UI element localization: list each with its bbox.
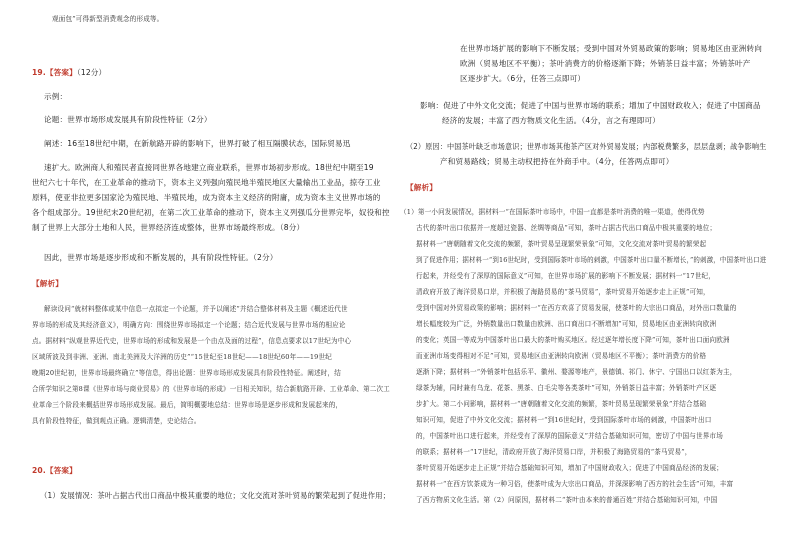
analysis-line: 晚期20世纪初，世界市场最终确立”等信息，得出论题：世界市场形成发展具有阶段性特征。阐述时，结 [32,369,341,377]
analysis-line: 解读设问“就材料整体或某中信息一点拟定一个论题，并予以阐述”并结合整体材料及主题《概述近代世 [44,305,348,313]
analysis-tag: 【解析】 [32,279,63,288]
analysis-line: 到了促进作用；据材料一“到16世纪时，受到国际茶叶市场的刺激，中国茶叶出口量不断增长，”的刺激，中国茶叶出口进 [416,256,767,264]
analysis-line: 业革命三个阶段来概括世界市场形成发展。最后，简明概要地总结：世界市场是逐步形成和发展起来的， [32,401,343,409]
reason-line: （2）原因：中国茶叶缺乏市场意识；世界市场其他茶产区对外贸易发展；内部税费繁多，层层盘剥；战争影响生 [406,142,767,151]
analysis-line: 合所学知识之第8课《世界市场与商业贸易》的《世界市场的形成》一目相关知识，结合新航路开辟、工业革命、第二次工 [32,385,390,393]
q19-points: （12分） [76,68,107,77]
analysis-line: 步扩大。第二小问影响，据材料一“唐朝随着文化交流的频繁，茶叶贸易呈现繁荣景象”并结合基础 [416,400,707,408]
answer-line: 区逐步扩大。（6分，任答三点即可） [460,74,586,83]
body-line: 各个组成部分。19世纪末20世纪初，在第二次工业革命的推动下，资本主义列强瓜分世界完毕，奴役和控 [32,208,390,217]
analysis-line: 的联系；据材料一“17世纪，清政府开放了海洋贸易口岸，并积极了海路贸易的“茶马贸易”， [416,448,692,456]
analysis-line: 的变化；英国一等成为中国茶叶出口最大的茶叶购买地区。经过逐年增长度下降”可知，茶叶出口面向欧洲 [416,336,730,344]
example-label: 示例： [44,92,68,101]
analysis-line: 清政府开放了海洋贸易口岸，并积极了海路贸易的“茶马贸易”，茶叶贸易开始逐步走上正规”可知， [416,288,710,296]
analysis-line: 增长幅度较为广泛，外销数量出口数量由欧洲、出口商出口不断增加”可知，贸易地区由亚洲转向欧洲 [416,320,717,328]
analysis-line: 知识可知，促进了中外文化交流；据材料一“到16世纪时，受到国际茶叶市场的刺激，中国茶叶出口 [416,416,712,424]
top-line: 观面包”可得新型消费观念的形成等。 [52,15,164,23]
q20-number: 20. [32,466,46,475]
body-line: 阐述：16至18世纪中期，在新航路开辟的影响下，世界打破了相互隔膜状态，国际贸易迅 [44,139,351,148]
analysis-line: 行起来，并经受有了深厚的国际意义”可知，在世界市场扩展的影响下不断发展；据材料一“17世纪， [416,272,715,280]
analysis-line: 的，中国茶叶出口进行起来，并经受有了深厚的国际意义”并结合基础知识可知，密切了中国与世界市场 [416,432,723,440]
body-line: 原料，使亚非拉更多国家沦为殖民地、半殖民地，成为资本主义经济的附庸，成为资本主义世界市场的 [32,193,381,202]
analysis-tag: 【解析】 [406,183,437,192]
q20-answer-tag: 【答案】 [45,466,77,475]
q19-heading [32,68,106,78]
analysis-line: 界市场的形成及其经济意义》，明确方向：围绕世界市场拟定一个论题；结合近代发展与世界市场的相应论 [32,321,346,329]
analysis-line: 茶叶贸易开始逐步走上正规”并结合基础知识可知，增加了中国财政收入；促进了中国商品经济的发展； [416,464,723,472]
body-line: 制了世界上大部分土地和人民，世界经济连成整体，世界市场最终形成。（8分） [32,223,305,232]
analysis-line: （1）第一小问发展情况，据材料一“在国际茶叶市场中，中国一直都是茶叶消费的唯一渠道，使得优势 [400,208,705,216]
impact-line: 经济的发展；丰富了西方物质文化生活。（4分，言之有理即可） [442,116,661,125]
analysis-line: 区域所波及到非洲、亚洲、南北美洲及大洋洲的历史”“15世纪至18世纪——18世纪60年——19世纪 [32,353,333,361]
answer-line: 在世界市场扩展的影响下不断发展；受到中国对外贸易政策的影响；贸易地区由亚洲转向 [460,44,763,53]
q19-number: 19. [32,68,46,77]
conclusion-line: 因此，世界市场是逐步形成和不断发展的，具有阶段性特征。（2分） [44,253,278,262]
q20-heading [32,466,77,476]
answer-line: 欧洲（贸易地区不平衡）；茶叶消费方的价格逐渐下降；外销茶日益丰富；外销茶叶产 [460,59,751,68]
analysis-line: 而亚洲市场变得相对不足”可知，贸易地区由亚洲转向欧洲（贸易地区不平衡）；茶叶消费方的价格 [416,352,707,360]
analysis-line: 具有阶段性特征，做到观点正确。逻辑清楚，史论结合。 [32,417,201,425]
analysis-line: 绿茶为辅，同时兼有乌龙、花茶、黑茶、白毛尖等各类茶叶”可知，外销茶日益丰富；外销茶叶产区逐 [416,384,717,392]
analysis-line: 据材料一“在西方饮茶成为一种习俗，使茶叶成为大宗出口商品，并深深影响了西方的社会生活”可知，丰富 [416,480,734,488]
body-line: 世纪六七十年代，在工业革命的推动下，资本主义列强向殖民地半殖民地区大量输出工业品，掠夺工业 [32,178,381,187]
analysis-line: 受到中国对外贸易政策的影响；据材料一“在西方欢喜了贸易发展，使茶叶的大宗出口商品，对外出口数量的 [416,304,737,312]
q20-part1-line: （1）发展情况：茶叶占据古代出口商品中极其重要的地位；文化交流对茶叶贸易的繁荣起到了促进作用； [40,491,391,500]
analysis-line: 点。据材料“纵观世界近代史，世界市场的形成和发展是一个由点及面的过程”，信息点要求以17世纪为中心 [32,337,352,345]
analysis-line: 古代的茶叶出口依据并一度超过瓷器、丝绸等商品”可知，茶叶占据古代出口商品中极其重要的地位； [416,224,717,232]
body-line: 速扩大。欧洲商人和殖民者直接同世界各地建立商业联系，世界市场初步形成。18世纪中期至19 [44,163,374,172]
reason-line: 产和贸易路线；贸易主动权把持在外商手中。（4分，任答两点即可） [440,157,674,166]
q19-answer-tag: 【答案】 [45,68,77,77]
analysis-line: 据材料一“唐朝随着文化交流的频繁，茶叶贸易呈现繁荣景象”可知，文化交流对茶叶贸易的繁荣起 [416,240,707,248]
analysis-line: 了西方物质文化生活。第（2）问原因，据材料二“茶叶由本来的普通百姓”并结合基础知识可知，中国 [416,496,718,504]
impact-line: 影响：促进了中外文化交流；促进了中国与世界市场的联系；增加了中国财政收入；促进了中国商品 [420,101,761,110]
analysis-line: 逐渐下降；据材料一“外销茶叶包括乐平、徽州、婺源等地产，景德镇、祁门、休宁、宁国出口以红茶为主， [416,368,737,376]
thesis-line: 论题：世界市场形成发展具有阶段性特征（2分） [44,115,212,124]
